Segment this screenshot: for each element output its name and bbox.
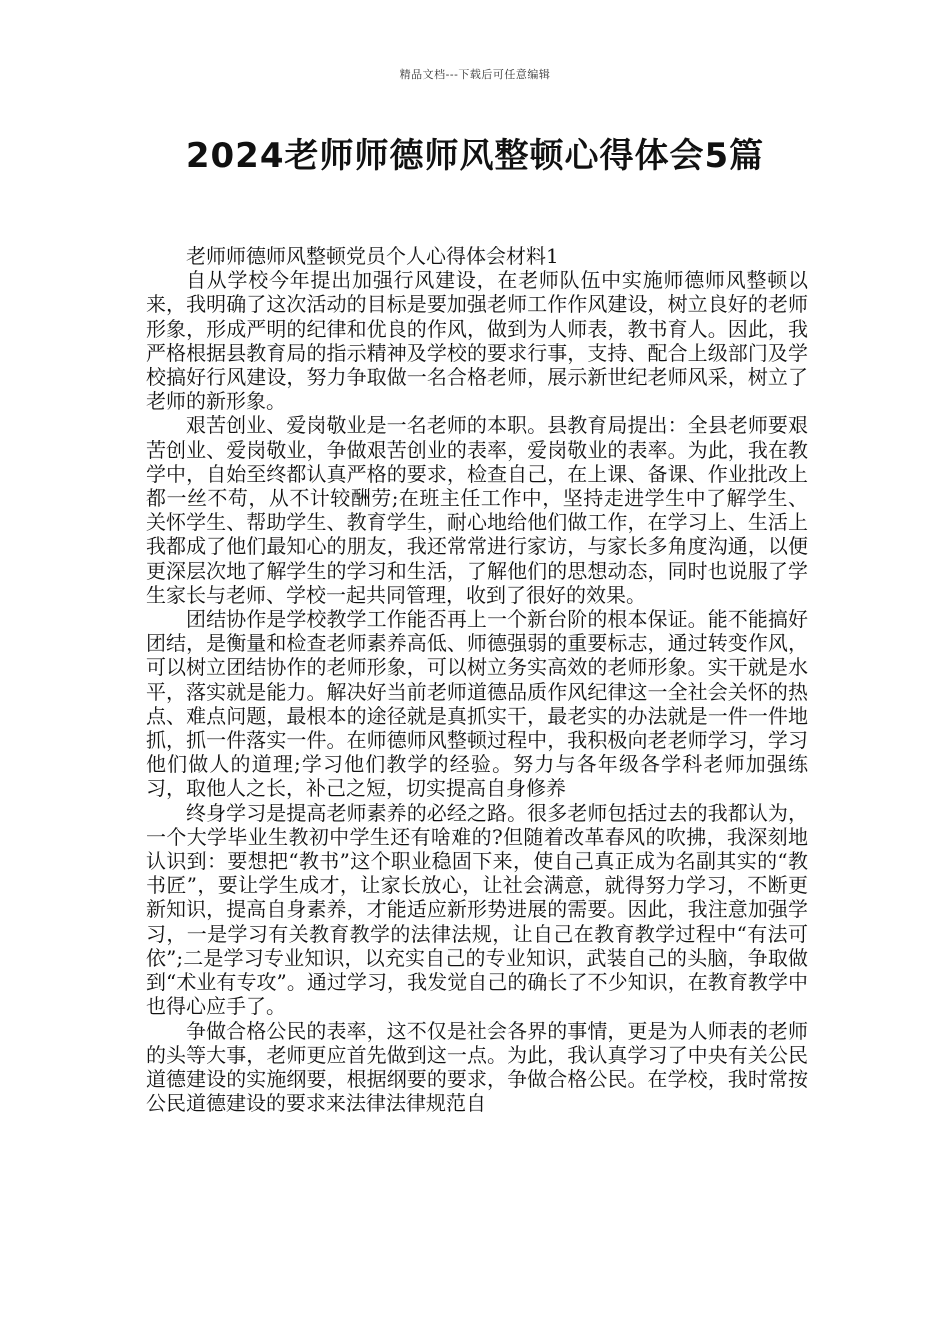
document-title: 2024老师师德师风整顿心得体会5篇 [185, 136, 765, 176]
document-body [146, 244, 808, 1115]
paragraph: 自从学校今年提出加强行风建设，在老师队伍中实施师德师风整顿以来，我明确了这次活动的目标是要加强老师工作作风建设，树立良好的老师形象，形成严明的纪律和优良的作风，做到为人师表，教书育人。因此，我严格根据县教育局的指示精神及学校的要求行事，支持、配合上级部门及学校搞好行风建设，努力争取做一名合格老师，展示新世纪老师风采，树立了老师的新形象。 [146, 268, 808, 414]
section-heading: 老师师德师风整顿党员个人心得体会材料1 [186, 244, 559, 268]
header-note: 精品文档---下载后可任意编辑 [399, 68, 551, 81]
paragraph: 艰苦创业、爱岗敬业是一名老师的本职。县教育局提出：全县老师要艰苦创业、爱岗敬业，争做艰苦创业的表率，爱岗敬业的表率。为此，我在教学中，自始至终都认真严格的要求，检查自己，在上课、备课、作业批改上都一丝不苟，从不计较酬劳;在班主任工作中，坚持走进学生中了解学生、关怀学生、帮助学生、教育学生，耐心地给他们做工作，在学习上、生活上我都成了他们最知心的朋友，我还常常进行家访，与家长多角度沟通，以便更深层次地了解学生的学习和生活，了解他们的思想动态，同时也说服了学生家长与老师、学校一起共同管理，收到了很好的效果。 [146, 413, 808, 607]
paragraph: 团结协作是学校教学工作能否再上一个新台阶的根本保证。能不能搞好团结，是衡量和检查老师素养高低、师德强弱的重要标志，通过转变作风，可以树立团结协作的老师形象，可以树立务实高效的老师形象。实干就是水平，落实就是能力。解决好当前老师道德品质作风纪律这一全社会关怀的热点、难点问题，最根本的途径就是真抓实干，最老实的办法就是一件一件地抓，抓一件落实一件。在师德师风整顿过程中，我积极向老老师学习，学习他们做人的道理;学习他们教学的经验。努力与各年级各学科老师加强练习，取他人之长，补己之短，切实提高自身修养 [146, 607, 808, 801]
paragraph: 终身学习是提高老师素养的必经之路。很多老师包括过去的我都认为，一个大学毕业生教初中学生还有啥难的?但随着改革春风的吹拂，我深刻地认识到：要想把“教书”这个职业稳固下来，使自己真正成为名副其实的“教书匠”，要让学生成才，让家长放心，让社会满意，就得努力学习，不断更新知识，提高自身素养，才能适应新形势进展的需要。因此，我注意加强学习，一是学习有关教育教学的法律法规，让自己在教育教学过程中“有法可依”;二是学习专业知识，以充实自己的专业知识，武装自己的头脑，争取做到“术业有专攻”。通过学习，我发觉自己的确长了不少知识，在教育教学中也得心应手了。 [146, 800, 808, 1019]
paragraph: 争做合格公民的表率，这不仅是社会各界的事情，更是为人师表的老师的头等大事，老师更应首先做到这一点。为此，我认真学习了中央有关公民道德建设的实施纲要，根据纲要的要求，争做合格公民。在学校，我时常按公民道德建设的要求来法律法律规范自 [146, 1018, 808, 1116]
